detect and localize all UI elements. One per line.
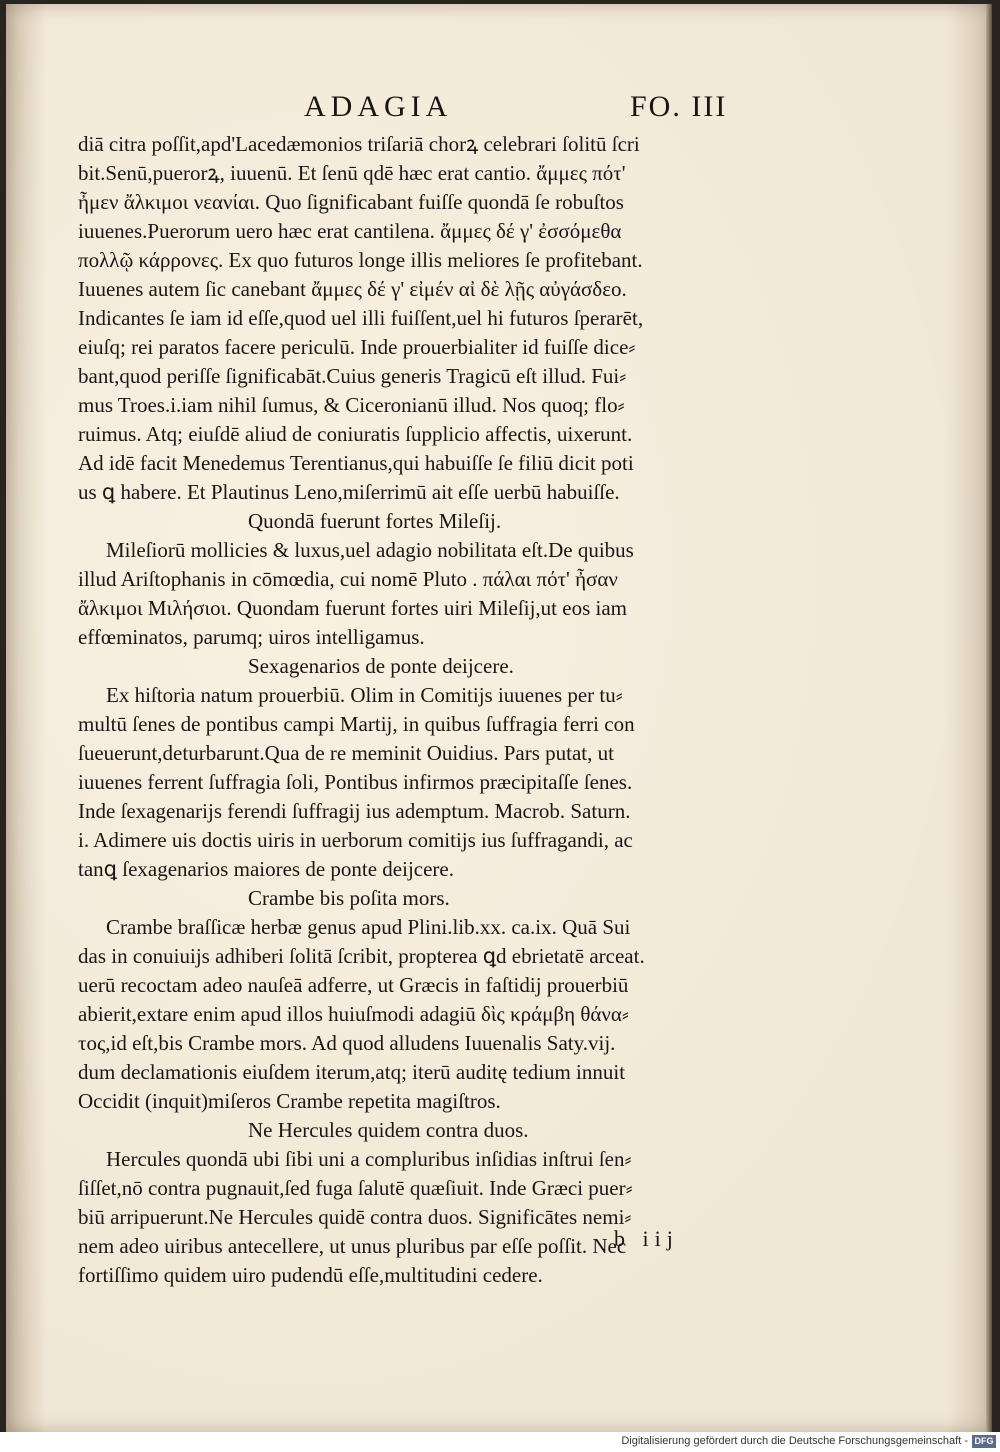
- text-line: abierit,extare enim apud illos huiuſmodi adagiū δὶς κράμβη θάνα⸗: [78, 1002, 629, 1026]
- text-line: Iuuenes autem ſic canebant ἄμμες δέ γ' εἰμέν αἰ δὲ λῇς αὐγάσδεο.: [78, 277, 627, 301]
- text-line: ruimus. Atq; eiuſdē aliud de coniuratis ſupplicio affectis, uixerunt.: [78, 422, 633, 446]
- text-line: ſiſſet,nō contra pugnauit,ſed fuga ſalutē quæſiuit. Inde Græci puer⸗: [78, 1176, 633, 1200]
- text-line: ἄλκιμοι Μιλήσιοι. Quondam fuerunt fortes uiri Mileſij,ut eos iam: [78, 596, 627, 620]
- text-line: Occidit (inquit)miſeros Crambe repetita magiſtros.: [78, 1089, 501, 1113]
- text-line: Inde ſexagenarijs ferendi ſuffragij ius ademptum. Macrob. Saturn.: [78, 799, 631, 823]
- text-line: eiuſq; rei paratos facere periculū. Inde prouerbialiter id fuiſſe dice⸗: [78, 335, 636, 359]
- running-head: [6, 90, 992, 130]
- adage-heading: Ne Hercules quidem contra duos.: [248, 1118, 529, 1142]
- text-line: iuuenes ferrent ſuffragia ſoli, Pontibus infirmos præcipitaſſe ſenes.: [78, 770, 633, 794]
- text-line: bant,quod periſſe ſignificabāt.Cuius generis Tragicū eſt illud. Fui⸗: [78, 364, 627, 388]
- text-line: mus Troes.i.iam nihil ſumus, & Ciceronianū illud. Nos quoq; flo⸗: [78, 393, 625, 417]
- text-line: diā citra poſſit,apd'Lacedæmonios triſariā chorꝝ celebrari ſolitū ſcri: [78, 132, 640, 156]
- text-line: iuuenes.Puerorum uero hæc erat cantilena. ἄμμες δέ γ' ἐσσόμεθα: [78, 219, 622, 243]
- text-line: ἦμεν ἄλκιμοι νεανίαι. Quo ſignificabant fuiſſe quondā ſe robuſtos: [78, 190, 624, 214]
- text-line: us ꝗ habere. Et Plautinus Leno,miſerrimū ait eſſe uerbū habuiſſe.: [78, 480, 620, 504]
- text-line: dum declamationis eiuſdem iterum,atq; iterū auditę tedium innuit: [78, 1060, 626, 1084]
- text-line: bit.Senū,puerorꝝ, iuuenū. Et ſenū qdē hæc erat cantio. ἄμμες πότ': [78, 161, 626, 185]
- text-line: τος,id eſt,bis Crambe mors. Ad quod alludens Iuuenalis Saty.vij.: [78, 1031, 616, 1055]
- text-line: tanꝗ ſexagenarios maiores de ponte deijcere.: [78, 857, 455, 881]
- adage-heading: Sexagenarios de ponte deijcere.: [248, 654, 514, 678]
- text-line: das in conuiuijs adhiberi ſolitā ſcribit, propterea ꝗd ebrietatē arceat.: [78, 944, 645, 968]
- signature-mark: b iij: [614, 1226, 679, 1251]
- text-line: multū ſenes de pontibus campi Martij, in quibus ſuffragia ferri con: [78, 712, 635, 736]
- page-edge: [986, 4, 992, 1432]
- dfg-logo: DFG: [972, 1435, 996, 1448]
- digitization-footer: [0, 1432, 1000, 1452]
- text-line: Ex hiſtoria natum prouerbiū. Olim in Comitijs iuuenes per tu⸗: [106, 683, 623, 707]
- text-line: fortiſſimo quidem uiro pudendū eſſe,multitudini cedere.: [78, 1263, 543, 1287]
- text-line: ſueuerunt,deturbarunt.Qua de re meminit Ouidius. Pars putat, ut: [78, 741, 614, 765]
- text-line: Mileſiorū mollicies & luxus,uel adagio nobilitata eſt.De quibus: [106, 538, 634, 562]
- text-line: Crambe braſſicæ herbæ genus apud Plini.lib.xx. ca.ix. Quā Sui: [106, 915, 631, 939]
- text-line: i. Adimere uis doctis uiris in uerborum comitijs ius ſuffragandi, ac: [78, 828, 633, 852]
- text-line: nem adeo uiribus antecellere, ut unus pluribus par eſſe poſſit. Nec: [78, 1234, 627, 1258]
- footer-credit: Digitalisierung gefördert durch die Deutsche Forschungsgemeinschaft -: [621, 1435, 968, 1447]
- body-text: [78, 130, 768, 1290]
- running-title: ADAGIA: [304, 90, 453, 123]
- folio-number: FO. III: [630, 90, 728, 123]
- text-line: πολλῷ κάρρονες. Ex quo futuros longe illis meliores ſe profitebant.: [78, 248, 643, 272]
- adage-heading: Crambe bis poſita mors.: [248, 886, 450, 910]
- text-line: Hercules quondā ubi ſibi uni a compluribus inſidias inſtrui ſen⸗: [106, 1147, 632, 1171]
- text-line: Ad idē facit Menedemus Terentianus,qui habuiſſe ſe filiū dicit poti: [78, 451, 634, 475]
- text-line: biū arripuerunt.Ne Hercules quidē contra duos. Significātes nemi⸗: [78, 1205, 632, 1229]
- book-page: [6, 4, 992, 1432]
- text-line: Indicantes ſe iam id eſſe,quod uel illi fuiſſent,uel hi futuros ſperarēt,: [78, 306, 644, 330]
- text-line: effœminatos, parumq; uiros intelligamus.: [78, 625, 425, 649]
- text-line: illud Ariſtophanis in cōmœdia, cui nomē Pluto . πάλαι πότ' ἦσαν: [78, 567, 618, 591]
- adage-heading: Quondā fuerunt fortes Mileſij.: [248, 509, 502, 533]
- text-line: uerū recoctam adeo nauſeā adferre, ut Græcis in faſtidij prouerbiū: [78, 973, 629, 997]
